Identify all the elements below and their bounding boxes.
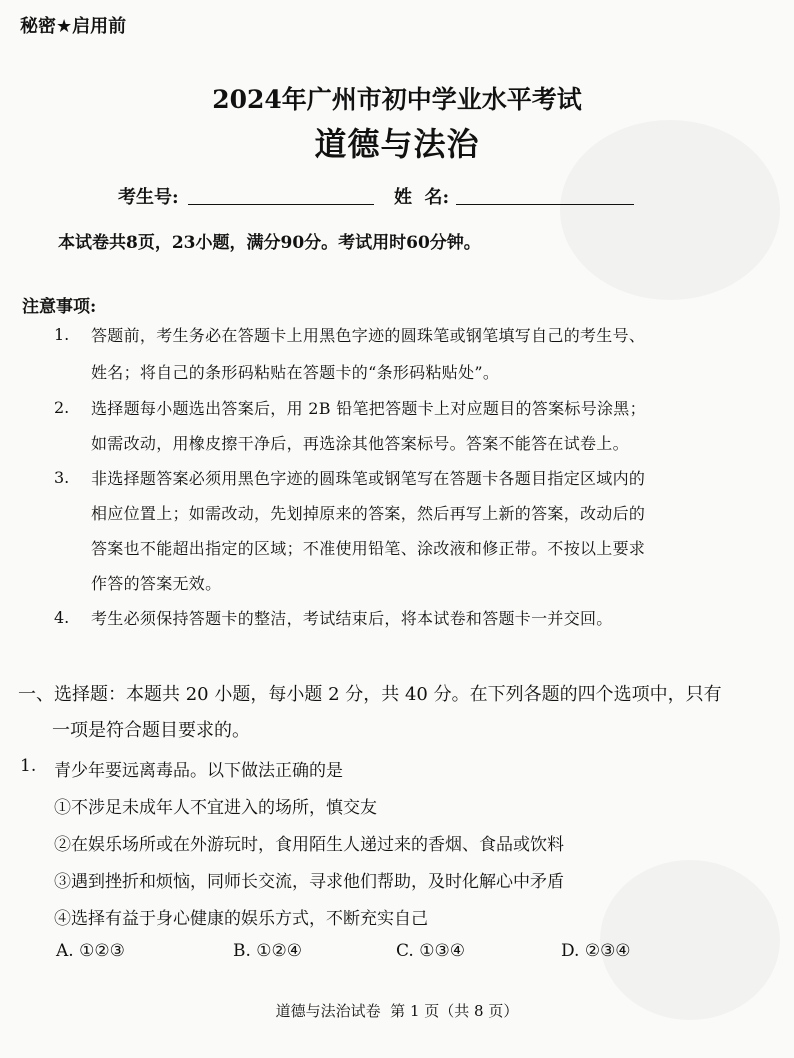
scan-texture <box>600 860 780 1020</box>
name-label: 姓 名: <box>394 187 450 208</box>
option-d: D. ②③④ <box>561 941 631 961</box>
name-blank[interactable] <box>456 204 634 205</box>
note-line: 非选择题答案必须用黑色字迹的圆珠笔或钢笔写在答题卡各题目指定区域内的 <box>91 469 646 488</box>
note-number: 1. <box>54 325 70 344</box>
note-line: 作答的答案无效。 <box>91 574 222 593</box>
page-footer: 道德与法治试卷 第 1 页（共 8 页） <box>275 1002 519 1020</box>
option-b: B. ①②④ <box>233 941 303 961</box>
note-line: 姓名；将自己的条形码粘贴在答题卡的“条形码粘贴处”。 <box>91 363 500 382</box>
confidential-mark: 秘密★启用前 <box>20 16 127 37</box>
option-c: C. ①③④ <box>396 941 465 961</box>
note-number: 4. <box>54 608 70 627</box>
note-line: 考生必须保持答题卡的整洁，考试结束后，将本试卷和答题卡一并交回。 <box>91 609 613 628</box>
exam-number-label: 考生号: <box>118 187 179 208</box>
note-line: 答案也不能超出指定的区域；不准使用铅笔、涂改液和修正带。不按以上要求 <box>91 539 646 558</box>
question-statement: ④选择有益于身心健康的娱乐方式，不断充实自己 <box>54 909 428 929</box>
question-statement: ②在娱乐场所或在外游玩时，食用陌生人递过来的香烟、食品或饮料 <box>54 835 564 855</box>
note-number: 3. <box>54 468 70 487</box>
option-a: A. ①②③ <box>56 941 125 961</box>
notes-heading: 注意事项: <box>22 297 97 317</box>
note-number: 2. <box>54 398 70 417</box>
exam-number-blank[interactable] <box>188 204 374 205</box>
section-heading: 一、选择题：本题共 20 小题，每小题 2 分，共 40 分。在下列各题的四个选项中，只有 <box>18 684 722 705</box>
exam-title: 2024年广州市初中学业水平考试 <box>212 85 582 114</box>
note-line: 如需改动，用橡皮擦干净后，再选涂其他答案标号。答案不能答在试卷上。 <box>91 434 629 453</box>
question-number: 1. <box>20 756 37 776</box>
note-line: 答题前，考生务必在答题卡上用黑色字迹的圆珠笔或钢笔填写自己的考生号、 <box>91 326 646 345</box>
question-statement: ③遇到挫折和烦恼，同师长交流，寻求他们帮助，及时化解心中矛盾 <box>54 872 564 892</box>
exam-info: 本试卷共8页，23小题，满分90分。考试用时60分钟。 <box>58 233 481 253</box>
question-stem: 青少年要远离毒品。以下做法正确的是 <box>54 761 343 781</box>
question-statement: ①不涉足未成年人不宜进入的场所，慎交友 <box>54 798 377 818</box>
section-heading-cont: 一项是符合题目要求的。 <box>52 720 250 741</box>
note-line: 选择题每小题选出答案后，用 2B 铅笔把答题卡上对应题目的答案标号涂黑； <box>91 399 646 418</box>
note-line: 相应位置上；如需改动，先划掉原来的答案，然后再写上新的答案，改动后的 <box>91 504 646 523</box>
subject-title: 道德与法治 <box>314 125 480 163</box>
